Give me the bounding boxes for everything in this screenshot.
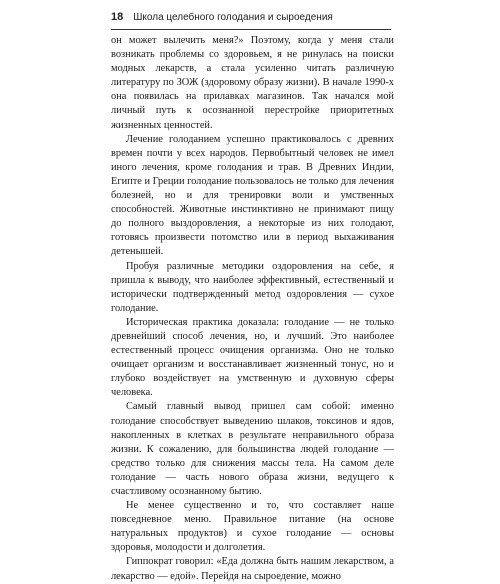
paragraph-continued: он может вылечить меня?» Поэтому, когда у меня стали возникать проблемы со здоровьем, я не ринулась на поиски модных лекарств, а стала усиленно читать различную литературу по ЗОЖ (здоровому образу жизни). В начале 1990-х она появилась на прилавках магазинов. Так начался мой личный путь к осознанной перестройке приоритетных жизненных ценностей. — [111, 35, 394, 131]
paragraph: Самый главный вывод пришел сам собой: именно голодание способствует выведению шлаков, токсинов и ядов, накопленных в клетках в результате неправильного образа жизни. К сожалению, для большинства людей голодание — средство только для снижения массы тела. На самом деле голодание — часть нового образа жизни, ведущего к счастливому осознанному бытию. — [111, 401, 394, 497]
paragraph: Гиппократ говорил: «Еда должна быть нашим лекарством, а лекарство — едой». Перейдя на сыроедение, можно — [111, 556, 394, 582]
paragraph: Не менее существенно и то, что составляет наше повседневное меню. Правильное питание (на основе натуральных продуктов) и сухое голодание — основы здоровья, молодости и долголетия. — [111, 500, 394, 554]
paragraph: Лечение голоданием успешно практиковалось с древних времен почти у всех народов. Первобытный человек не имел иного лечения, кроме голодания и трав. В Древних Индии, Египте и Греции голодание пользовалось не только для лечения болезней, но и для тренировки воли и умственных способностей. Животные инстинктивно не принимают пищу до полного выздоровления, а некоторые из них голодают, готовясь произвести потомство или в период выхаживания детенышей. — [111, 133, 394, 258]
header-rule — [111, 29, 391, 30]
paragraph: Историческая практика доказала: голодание — не только древнейший способ лечения, но, и лучший. Это наиболее естественный процесс очищения организма. Оно не только очищает организм и восстанавливает жизненный тонус, но и глубоко воздействует на умственную и духовную сферы человека. — [111, 316, 394, 399]
paragraph: Пробуя различные методики оздоровления на себе, я пришла к выводу, что наиболее эффективный, естественный и исторически подтвержденный метод оздоровления — сухое голодание. — [111, 260, 394, 314]
body-text — [111, 34, 394, 584]
page-number: 18 — [111, 11, 124, 23]
running-title: Школа целебного голодания и сыроедения — [133, 11, 333, 23]
running-head — [111, 6, 391, 28]
